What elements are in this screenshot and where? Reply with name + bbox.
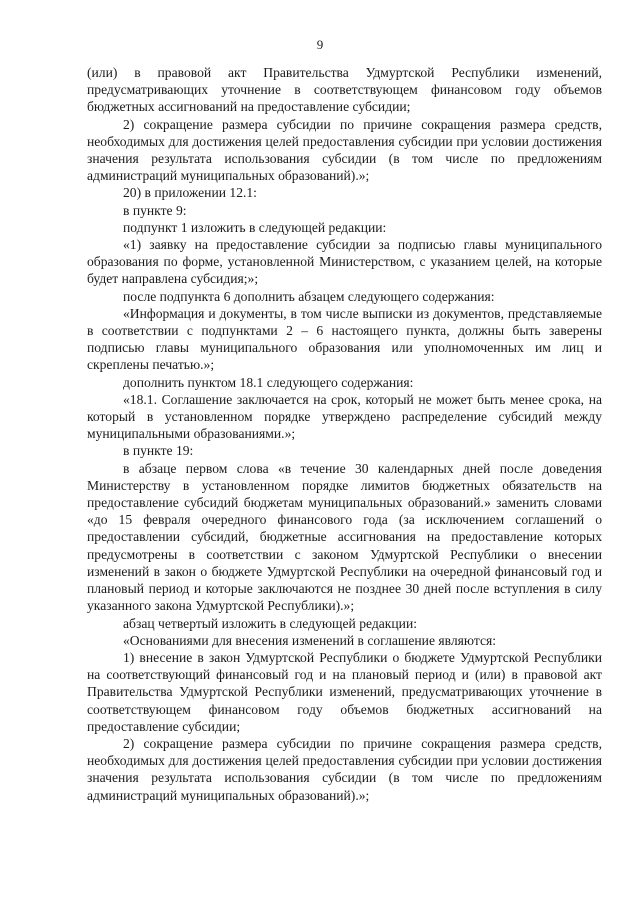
paragraph: 2) сокращение размера субсидии по причине сокращения размера средств, необходимых для достижения целей предоставления субсидии при условии достижения значения результата использования субсидии (в том числе по предложениям администраций муниципальных образований).»; [87,735,602,803]
paragraph: «1) заявку на предоставление субсидии за подписью главы муниципального образования по форме, установленной Министерством, с указанием целей, на которые будет направлена субсидия;»; [87,237,602,287]
paragraph: подпункт 1 изложить в следующей редакции: [123,219,387,235]
document-body [87,64,602,804]
paragraph: дополнить пунктом 18.1 следующего содержания: [123,374,414,390]
paragraph: (или) в правовой акт Правительства Удмуртской Республики изменений, предусматривающих уточнение в соответствующем финансовом году объемов бюджетных ассигнований на предоставление субсидии; [87,65,602,115]
paragraph: «Информация и документы, в том числе выписки из документов, представляемые в соответствии с подпунктами 2 – 6 настоящего пункта, должны быть заверены подписью главы муниципального образования или уполномоченных им лиц и скреплены печатью.»; [87,305,602,373]
paragraph: 1) внесение в закон Удмуртской Республики о бюджете Удмуртской Республики на соответствующий финансовый год и на плановый период и (или) в правовой акт Правительства Удмуртской Республики изменений, предусматривающих уточнение в соответствующем финансовом году объемов бюджетных ассигнований на предоставление субсидии; [87,649,602,734]
paragraph: «Основаниями для внесения изменений в соглашение являются: [123,632,497,648]
paragraph: в абзаце первом слова «в течение 30 календарных дней после доведения Министерству в установленном порядке лимитов бюджетных обязательств на предоставление субсидий бюджетам муниципальных образований.» заменить словами «до 15 февраля очередного финансового года (за исключением соглашений о предоставлении субсидий, бюджетные ассигнования на предоставление которых предусмотрены в соответствии с законом Удмуртской Республики о внесении изменений в закон о бюджете Удмуртской Республики на очередной финансовый год и плановый период и которые заключаются не позднее 30 дней после вступления в силу указанного закона Удмуртской Республики).»; [87,460,602,614]
paragraph: в пункте 19: [123,443,194,459]
paragraph: 20) в приложении 12.1: [123,185,257,201]
paragraph: абзац четвертый изложить в следующей редакции: [123,615,418,631]
paragraph: «18.1. Соглашение заключается на срок, который не может быть менее срока, на который в установленном порядке утверждено распределение субсидий между муниципальными образованиями.»; [87,391,602,442]
paragraph: 2) сокращение размера субсидии по причине сокращения размера средств, необходимых для достижения целей предоставления субсидии при условии достижения значения результата использования субсидии (в том числе по предложениям администраций муниципальных образований).»; [87,116,602,184]
paragraph: в пункте 9: [123,202,187,218]
page-number: 9 [316,37,324,52]
paragraph: после подпункта 6 дополнить абзацем следующего содержания: [123,288,495,304]
